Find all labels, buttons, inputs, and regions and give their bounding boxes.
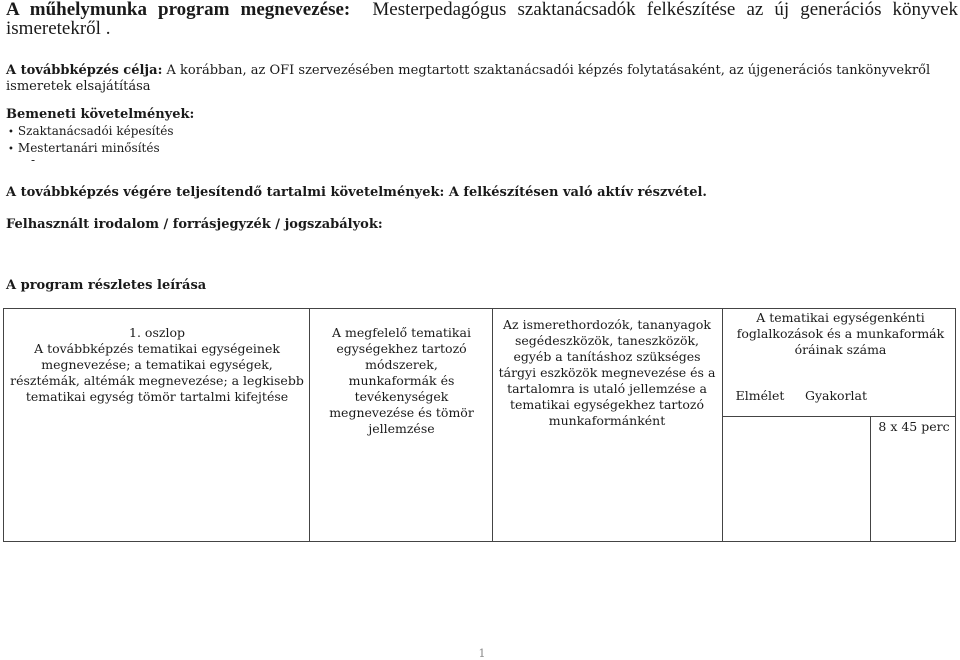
- column-header-2: A megfelelő tematikai egységekhez tartozó módszerek, munkaformák és tevékenységek megnevezése és tömör jellemzése: [329, 325, 474, 436]
- completion-requirements: A továbbképzés végére teljesítendő tartalmi követelmények: A felkészítésen való aktív részvétel.: [6, 185, 707, 200]
- table-divider: [309, 309, 310, 541]
- workshop-title-value: Mesterpedagógus szaktanácsadók felkészítése az új generációs könyvek ismeretekről .: [6, 0, 958, 39]
- column-number: 1. oszlop: [129, 325, 185, 340]
- table-divider: [722, 309, 723, 541]
- table-divider: [492, 309, 493, 541]
- column-header-3: Az ismerethordozók, tananyagok segédeszközök, taneszközök, egyéb a tanításhoz szükséges tárgyi eszközök megnevezése és a tartalomra is utaló jellemzése a tematikai egységekhez tartozó munkaformánként: [498, 317, 716, 428]
- program-table: [3, 308, 956, 542]
- list-item: • Mestertanári minősítés: [8, 140, 160, 155]
- entry-requirements-label: Bemeneti követelmények:: [6, 107, 195, 122]
- workshop-title-label: A műhelymunka program megnevezése:: [6, 0, 351, 20]
- goal-text: A korábban, az OFI szervezésében megtartott szaktanácsadói képzés folytatásaként, az újgenerációs tankönyvekről ismeretek elsajátítása: [6, 63, 931, 94]
- goal-label: A továbbképzés célja:: [6, 63, 163, 78]
- goal-section: [6, 63, 946, 95]
- theory-header: Elmélet: [735, 388, 785, 403]
- table-divider: [870, 416, 871, 541]
- literature-label: Felhasznált irodalom / forrásjegyzék / jogszabályok:: [6, 217, 383, 232]
- column-header-1: 1. oszlop A továbbképzés tematikai egységeinek megnevezése; a tematikai egységek, résztémák, altémák megnevezése; a legkisebb tematikai egység tömör tartalmi kifejtése: [10, 325, 304, 404]
- column-header-4: A tematikai egységenkénti foglalkozások és a munkaformák óráinak száma: [736, 310, 945, 357]
- practice-header: Gyakorlat: [804, 388, 868, 403]
- page-number: 1: [478, 647, 486, 660]
- workshop-title: [6, 0, 958, 38]
- program-description-heading: A program részletes leírása: [6, 278, 207, 293]
- total-hours: 8 x 45 perc: [878, 419, 950, 434]
- table-divider: [722, 416, 955, 417]
- list-item: • Szaktanácsadói képesítés: [8, 124, 174, 138]
- entry-requirements-dash: -: [31, 153, 36, 167]
